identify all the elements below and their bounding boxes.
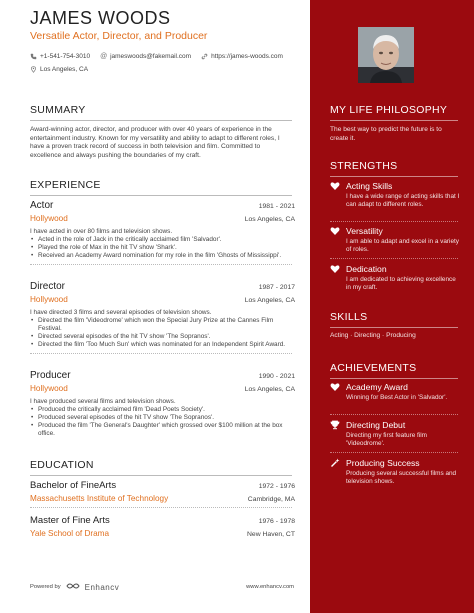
profile-photo [358,27,414,83]
item-divider [30,353,292,354]
job-company: Hollywood [30,214,68,223]
item-divider [330,221,458,222]
summary-text: Award-winning actor, director, and producer with over 40 years of experience in the entertainment industry. Known for my versatility and ability to adapt to different roles, I have a proven track record of success in both television and film. Committed to excellence and always pushing the boundaries of my craft. [30,126,280,159]
achievements-heading: ACHIEVEMENTS [330,362,417,374]
education-item [30,515,295,538]
degree-name: Bachelor of FineArts [30,480,117,491]
skills-list: Acting · Directing · Producing [330,332,416,339]
job-bullet: • Produced the film 'The General's Daughter' which grossed over $100 million at the box office. [30,422,295,438]
powered-by-label: Powered by [30,584,61,590]
philosophy-text: The best way to predict the future is to create it. [330,126,442,142]
job-bullet: • Directed several episodes of the hit TV show 'The Sopranos'. [30,333,295,341]
job-company: Hollywood [30,384,68,393]
job-bullet: • Directed the film 'Too Much Sun' which was nominated for an Independent Spirit Award. [30,341,295,349]
job-location: Los Angeles, CA [244,386,295,393]
job-location: Los Angeles, CA [244,297,295,304]
item-divider [330,414,458,415]
achievement-item [330,382,460,402]
job-role: Producer [30,370,71,381]
contact-info [30,50,305,76]
job-bullet: • Acted in the role of Jack in the critically acclaimed film 'Salvador'. [30,236,295,244]
job-dates: 1987 - 2017 [258,284,295,291]
education-dates: 1972 - 1976 [258,483,295,490]
education-dates: 1976 - 1978 [258,518,295,525]
philosophy-heading: MY LIFE PHILOSOPHY [330,104,448,116]
strength-name: Acting Skills [346,181,393,191]
section-divider [30,195,292,196]
strength-item [330,181,460,209]
school-location: Cambridge, MA [247,496,295,503]
achievement-description: Producing several successful films and television shows. [346,470,457,486]
job-bullet: • Produced several episodes of the hit TV show 'The Sopranos'. [30,414,295,422]
brand-name: Enhancv [84,582,120,592]
experience-item [30,200,295,265]
phone-icon [30,53,37,60]
location-pin-icon [30,66,37,73]
strength-name: Dedication [346,264,387,274]
section-divider [330,327,458,328]
education-item [30,480,295,508]
job-bullets [30,317,295,349]
candidate-title: Versatile Actor, Director, and Producer [30,30,208,42]
contact-phone[interactable]: +1-541-754-3010 [30,50,90,63]
job-bullet: • Produced the critically acclaimed film 'Dead Poets Society'. [30,406,295,414]
achievement-description: Winning for Best Actor in 'Salvador'. [346,394,448,401]
job-description: I have acted in over 80 films and television shows. [30,228,173,235]
job-bullets [30,406,295,438]
job-dates: 1981 - 2021 [258,203,295,210]
contact-email[interactable]: @ jameswoods@fakemail.com [100,53,192,60]
skills-heading: SKILLS [330,311,368,323]
section-divider [30,475,292,476]
strength-description: I am able to adapt and excel in a variety of roles. [346,238,459,254]
footer [30,582,294,592]
job-bullet: • Directed the film 'Videodrome' which won the Special Jury Prize at the Cannes Film Festival. [30,317,295,333]
job-bullet: • Received an Academy Award nomination for my role in the film 'Ghosts of Mississippi'. [30,252,295,260]
achievement-name: Producing Success [346,458,420,468]
footer-link[interactable]: www.enhancv.com [246,584,294,590]
job-role: Actor [30,200,54,211]
experience-item [30,281,295,354]
heart-icon [330,382,340,392]
experience-heading: EXPERIENCE [30,179,101,191]
section-divider [330,176,458,177]
heart-icon [330,181,340,191]
strength-item [330,264,460,292]
school-location: New Haven, CT [247,531,295,538]
achievement-description: Directing my first feature film 'Videodrome'. [346,432,427,448]
strength-name: Versatility [346,226,383,236]
strength-item [330,226,460,254]
section-divider [330,378,458,379]
link-icon [201,53,208,60]
job-description: I have produced several films and television shows. [30,398,176,405]
heart-icon [330,264,340,274]
section-divider [330,120,458,121]
job-dates: 1990 - 2021 [258,373,295,380]
job-bullet: • Played the role of Max in the hit TV show 'Shark'. [30,244,295,252]
job-role: Director [30,281,66,292]
trophy-icon [330,420,340,430]
heart-icon [330,226,340,236]
sidebar [310,0,474,613]
school-name: Yale School of Drama [30,529,110,538]
achievement-item [330,458,460,486]
school-name: Massachusetts Institute of Technology [30,494,169,503]
job-company: Hollywood [30,295,68,304]
experience-item [30,370,295,438]
item-divider [30,507,292,508]
strength-description: I am dedicated to achieving excellence in my craft. [346,276,456,292]
job-description: I have directed 3 films and several episodes of television shows. [30,309,212,316]
summary-heading: SUMMARY [30,104,86,116]
item-divider [330,258,458,259]
achievement-name: Academy Award [346,382,408,392]
job-location: Los Angeles, CA [244,216,295,223]
degree-name: Master of Fine Arts [30,515,110,526]
achievement-item [330,420,460,448]
strengths-heading: STRENGTHS [330,160,398,172]
achievement-name: Directing Debut [346,420,406,430]
magic-wand-icon [330,458,340,468]
contact-location: Los Angeles, CA [30,63,88,76]
section-divider [30,120,292,121]
at-icon: @ [100,53,108,60]
enhancv-logo-icon [66,582,80,592]
job-bullets [30,236,295,260]
education-heading: EDUCATION [30,459,94,471]
candidate-name: JAMES WOODS [30,8,171,28]
strength-description: I have a wide range of acting skills that I can adapt to different roles. [346,193,460,209]
contact-website[interactable]: https://james-woods.com [201,50,283,63]
item-divider [30,264,292,265]
item-divider [330,452,458,453]
